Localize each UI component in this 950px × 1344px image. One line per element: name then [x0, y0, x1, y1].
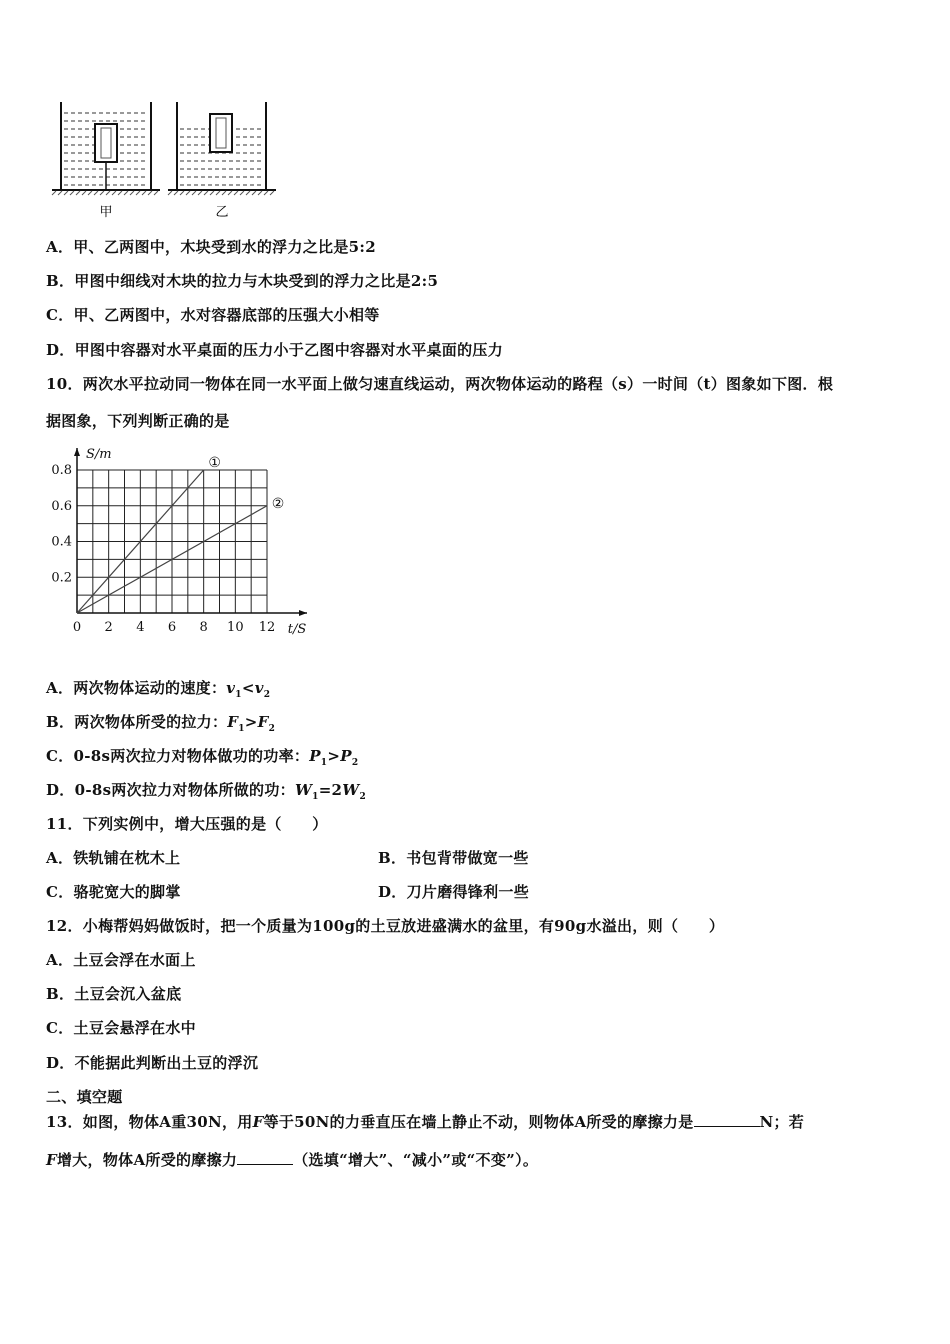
beaker-figure — [46, 98, 286, 223]
q10-option-d-text: D．0-8s两次拉力对物体所做的功： — [46, 781, 295, 799]
beaker-yi — [168, 102, 276, 220]
beaker-jia — [52, 102, 160, 220]
y-tick-label: 0.4 — [51, 534, 72, 550]
x-tick-label: 12 — [258, 620, 276, 635]
beaker-label-jia: 甲 — [99, 205, 113, 220]
q11-stem: 11．下列实例中，增大压强的是（ ） — [46, 815, 328, 833]
q10-option-c: C．0-8s两次拉力对物体做功的功率：$P_1>P_2$ — [46, 747, 359, 768]
q9-option-a: A．甲、乙两图中，木块受到水的浮力之比是5:2 — [46, 238, 376, 256]
q12-stem: 12．小梅帮妈妈做饭时，把一个质量为100g的土豆放进盛满水的盆里，有90g水溢出，则（ ） — [46, 917, 725, 935]
section-title-fill-blank: 二、填空题 — [46, 1088, 123, 1106]
q13-part2: 等于50N的力垂直压在墙上静止不动，则物体A所受的摩擦力是 — [263, 1113, 694, 1131]
q13-line1: 13．如图，物体A重30N，用F等于50N的力垂直压在墙上静止不动，则物体A所受的摩擦力是 N；若 — [46, 1113, 805, 1131]
series-label-2: ② — [271, 495, 285, 512]
x-tick-label: 8 — [199, 620, 208, 635]
q11-option-d: D．刀片磨得锋利一些 — [378, 883, 530, 901]
x-axis-arrow — [299, 610, 307, 616]
y-tick-label: 0.2 — [51, 570, 72, 586]
q10-stem-line2: 据图象，下列判断正确的是 — [46, 412, 230, 430]
q10-option-b-text: B．两次物体所受的拉力： — [46, 713, 228, 731]
q12-option-a: A．土豆会浮在水面上 — [46, 951, 196, 969]
q10-option-d: D．0-8s两次拉力对物体所做的功：$W_1=2W_2$ — [46, 781, 367, 802]
q12-option-d: D．不能据此判断出土豆的浮沉 — [46, 1054, 259, 1072]
st-chart — [40, 440, 320, 640]
q13-blank-1[interactable] — [694, 1112, 760, 1127]
q13-blank-2[interactable] — [237, 1150, 293, 1165]
y-tick-label: 0.8 — [51, 463, 72, 478]
x-tick-label: 10 — [227, 620, 244, 635]
y-axis-arrow — [74, 448, 80, 456]
q12-option-b: B．土豆会沉入盆底 — [46, 985, 182, 1003]
x-tick-label: 0 — [72, 620, 82, 635]
q10-stem-line1: 10．两次水平拉动同一物体在同一水平面上做匀速直线运动，两次物体运动的路程（s）一时间（t）图象如下图．根 — [46, 375, 834, 393]
q10-option-a-text: A．两次物体运动的速度： — [46, 679, 227, 697]
q10-option-a: A．两次物体运动的速度：$v_1<v_2$ — [46, 679, 271, 700]
q10-option-c-text: C．0-8s两次拉力对物体做功的功率： — [46, 747, 310, 765]
q10-option-b: B．两次物体所受的拉力：$F_1>F_2$ — [46, 713, 276, 734]
y-axis-label: S/m — [86, 447, 112, 462]
y-tick-label: 0.6 — [51, 498, 72, 514]
x-tick-label: 4 — [136, 620, 145, 635]
q13-part5: （选填“增大”、“减小”或“不变”）。 — [293, 1151, 539, 1169]
q11-option-b: B．书包背带做宽一些 — [378, 849, 529, 867]
q9-option-c: C．甲、乙两图中，水对容器底部的压强大小相等 — [46, 306, 380, 324]
q11-option-a: A．铁轨铺在枕木上 — [46, 849, 181, 867]
q13-line2: F增大，物体A所受的摩擦力 （选填“增大”、“减小”或“不变”）。 — [46, 1151, 539, 1169]
q9-option-d: D．甲图中容器对水平桌面的压力小于乙图中容器对水平桌面的压力 — [46, 341, 504, 359]
series-label-1: ① — [208, 455, 221, 471]
q13-part1: 13．如图，物体A重30N，用 — [46, 1113, 253, 1131]
x-tick-label: 6 — [167, 620, 177, 635]
x-tick-label: 2 — [104, 620, 113, 635]
chart-grid — [77, 470, 267, 613]
beaker-label-yi: 乙 — [215, 205, 229, 220]
q13-part3: N；若 — [759, 1113, 805, 1131]
x-axis-label: t/S — [287, 622, 307, 637]
q12-option-c: C．土豆会悬浮在水中 — [46, 1019, 196, 1037]
q13-part4: 增大，物体A所受的摩擦力 — [56, 1151, 238, 1169]
q11-option-c: C．骆驼宽大的脚掌 — [46, 883, 181, 901]
q9-option-b: B．甲图中细线对木块的拉力与木块受到的浮力之比是2:5 — [46, 272, 439, 290]
